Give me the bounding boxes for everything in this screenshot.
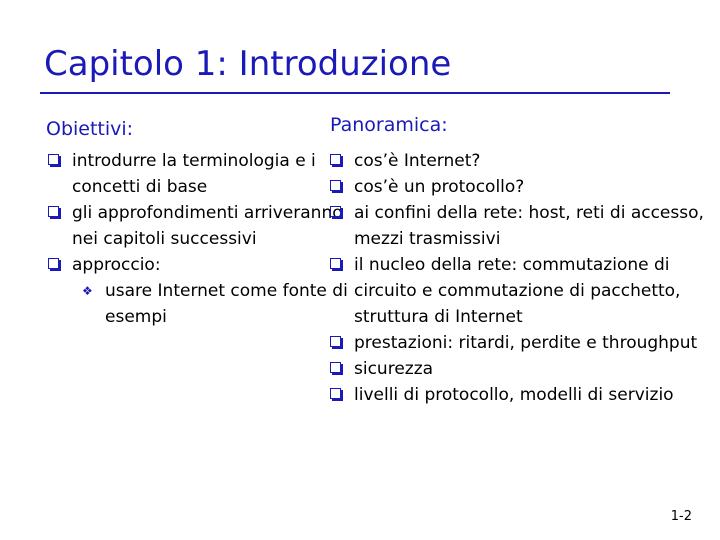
square-bullet-icon: [330, 206, 341, 217]
list-item-text: cos’è un protocollo?: [354, 177, 525, 197]
square-bullet-icon: [330, 336, 341, 347]
list-item: [48, 252, 348, 278]
list-item: [330, 252, 712, 330]
list-item-text: cos’è Internet?: [354, 151, 481, 171]
sub-list-container: [48, 278, 348, 330]
square-bullet-icon: [330, 154, 341, 165]
overview-heading: Panoramica:: [330, 114, 448, 136]
list-item: [330, 382, 712, 408]
objectives-list: [48, 148, 348, 330]
list-item-text: prestazioni: ritardi, perdite e throughput: [354, 333, 698, 353]
list-item: [48, 148, 348, 200]
list-item-text: approccio:: [72, 255, 161, 275]
square-bullet-icon: [330, 180, 341, 191]
list-item-text: introdurre la terminologia e i concetti di base: [72, 151, 316, 197]
list-item-text: gli approfondimenti arriveranno nei capitoli successivi: [72, 203, 343, 249]
list-item-text: livelli di protocollo, modelli di servizio: [354, 385, 674, 405]
diamond-bullet-icon: ❖: [82, 284, 93, 298]
page-number: 1-2: [670, 509, 692, 524]
list-item: [48, 200, 348, 252]
square-bullet-icon: [330, 362, 341, 373]
slide-title: Capitolo 1: Introduzione: [44, 44, 452, 84]
sub-list-item: [48, 278, 348, 330]
square-bullet-icon: [48, 206, 59, 217]
square-bullet-icon: [48, 258, 59, 269]
list-item-text: ai confini della rete: host, reti di accesso, mezzi trasmissivi: [354, 203, 704, 249]
approach-sub-list: [48, 278, 348, 330]
list-item: [330, 174, 712, 200]
list-item: [330, 200, 712, 252]
overview-list: [330, 148, 712, 408]
list-item-text: il nucleo della rete: commutazione di circuito e commutazione di pacchetto, struttura di Internet: [354, 255, 681, 327]
list-item-text: sicurezza: [354, 359, 434, 379]
objectives-heading: Obiettivi:: [46, 118, 134, 140]
title-underline: [40, 92, 670, 94]
sub-list-item-text: usare Internet come fonte di esempi: [105, 281, 348, 327]
list-item: [330, 330, 712, 356]
square-bullet-icon: [330, 258, 341, 269]
square-bullet-icon: [330, 388, 341, 399]
list-item: [330, 148, 712, 174]
list-item: [330, 356, 712, 382]
square-bullet-icon: [48, 154, 59, 165]
